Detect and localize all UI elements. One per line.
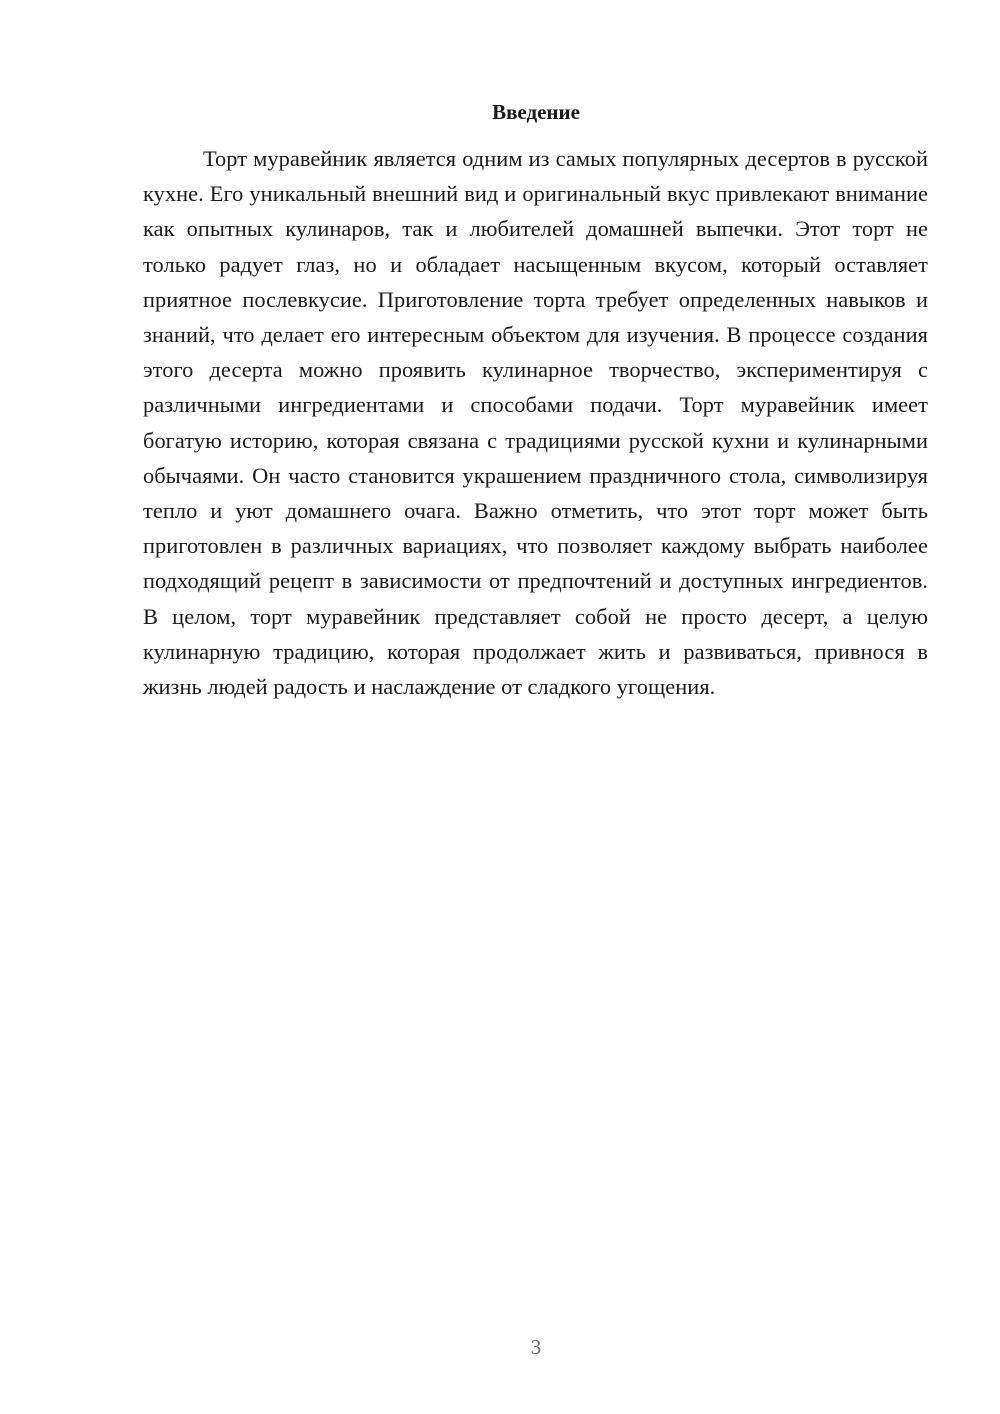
page-number: 3	[530, 1335, 542, 1359]
section-heading: Введение	[492, 100, 580, 124]
intro-paragraph: Торт муравейник является одним из самых популярных десертов в русской кухне. Его уникальный внешний вид и оригинальный вкус привлекают внимание как опытных кулинаров, так и любителей домашней выпечки. Этот торт не только радует глаз, но и обладает насыщенным вкусом, который оставляет приятное послевкусие. Приготовление торта требует определенных навыков и знаний, что делает его интересным объектом для изучения. В процессе создания этого десерта можно проявить кулинарное творчество, экспериментируя с различными ингредиентами и способами подачи. Торт муравейник имеет богатую историю, которая связана с традициями русской кухни и кулинарными обычаями. Он часто становится украшением праздничного стола, символизируя тепло и уют домашнего очага. Важно отметить, что этот торт может быть приготовлен в различных вариациях, что позволяет каждому выбрать наиболее подходящий рецепт в зависимости от предпочтений и доступных ингредиентов. В целом, торт муравейник представляет собой не просто десерт, а целую кулинарную традицию, которая продолжает жить и развиваться, привнося в жизнь людей радость и наслаждение от сладкого угощения.	[143, 146, 928, 700]
